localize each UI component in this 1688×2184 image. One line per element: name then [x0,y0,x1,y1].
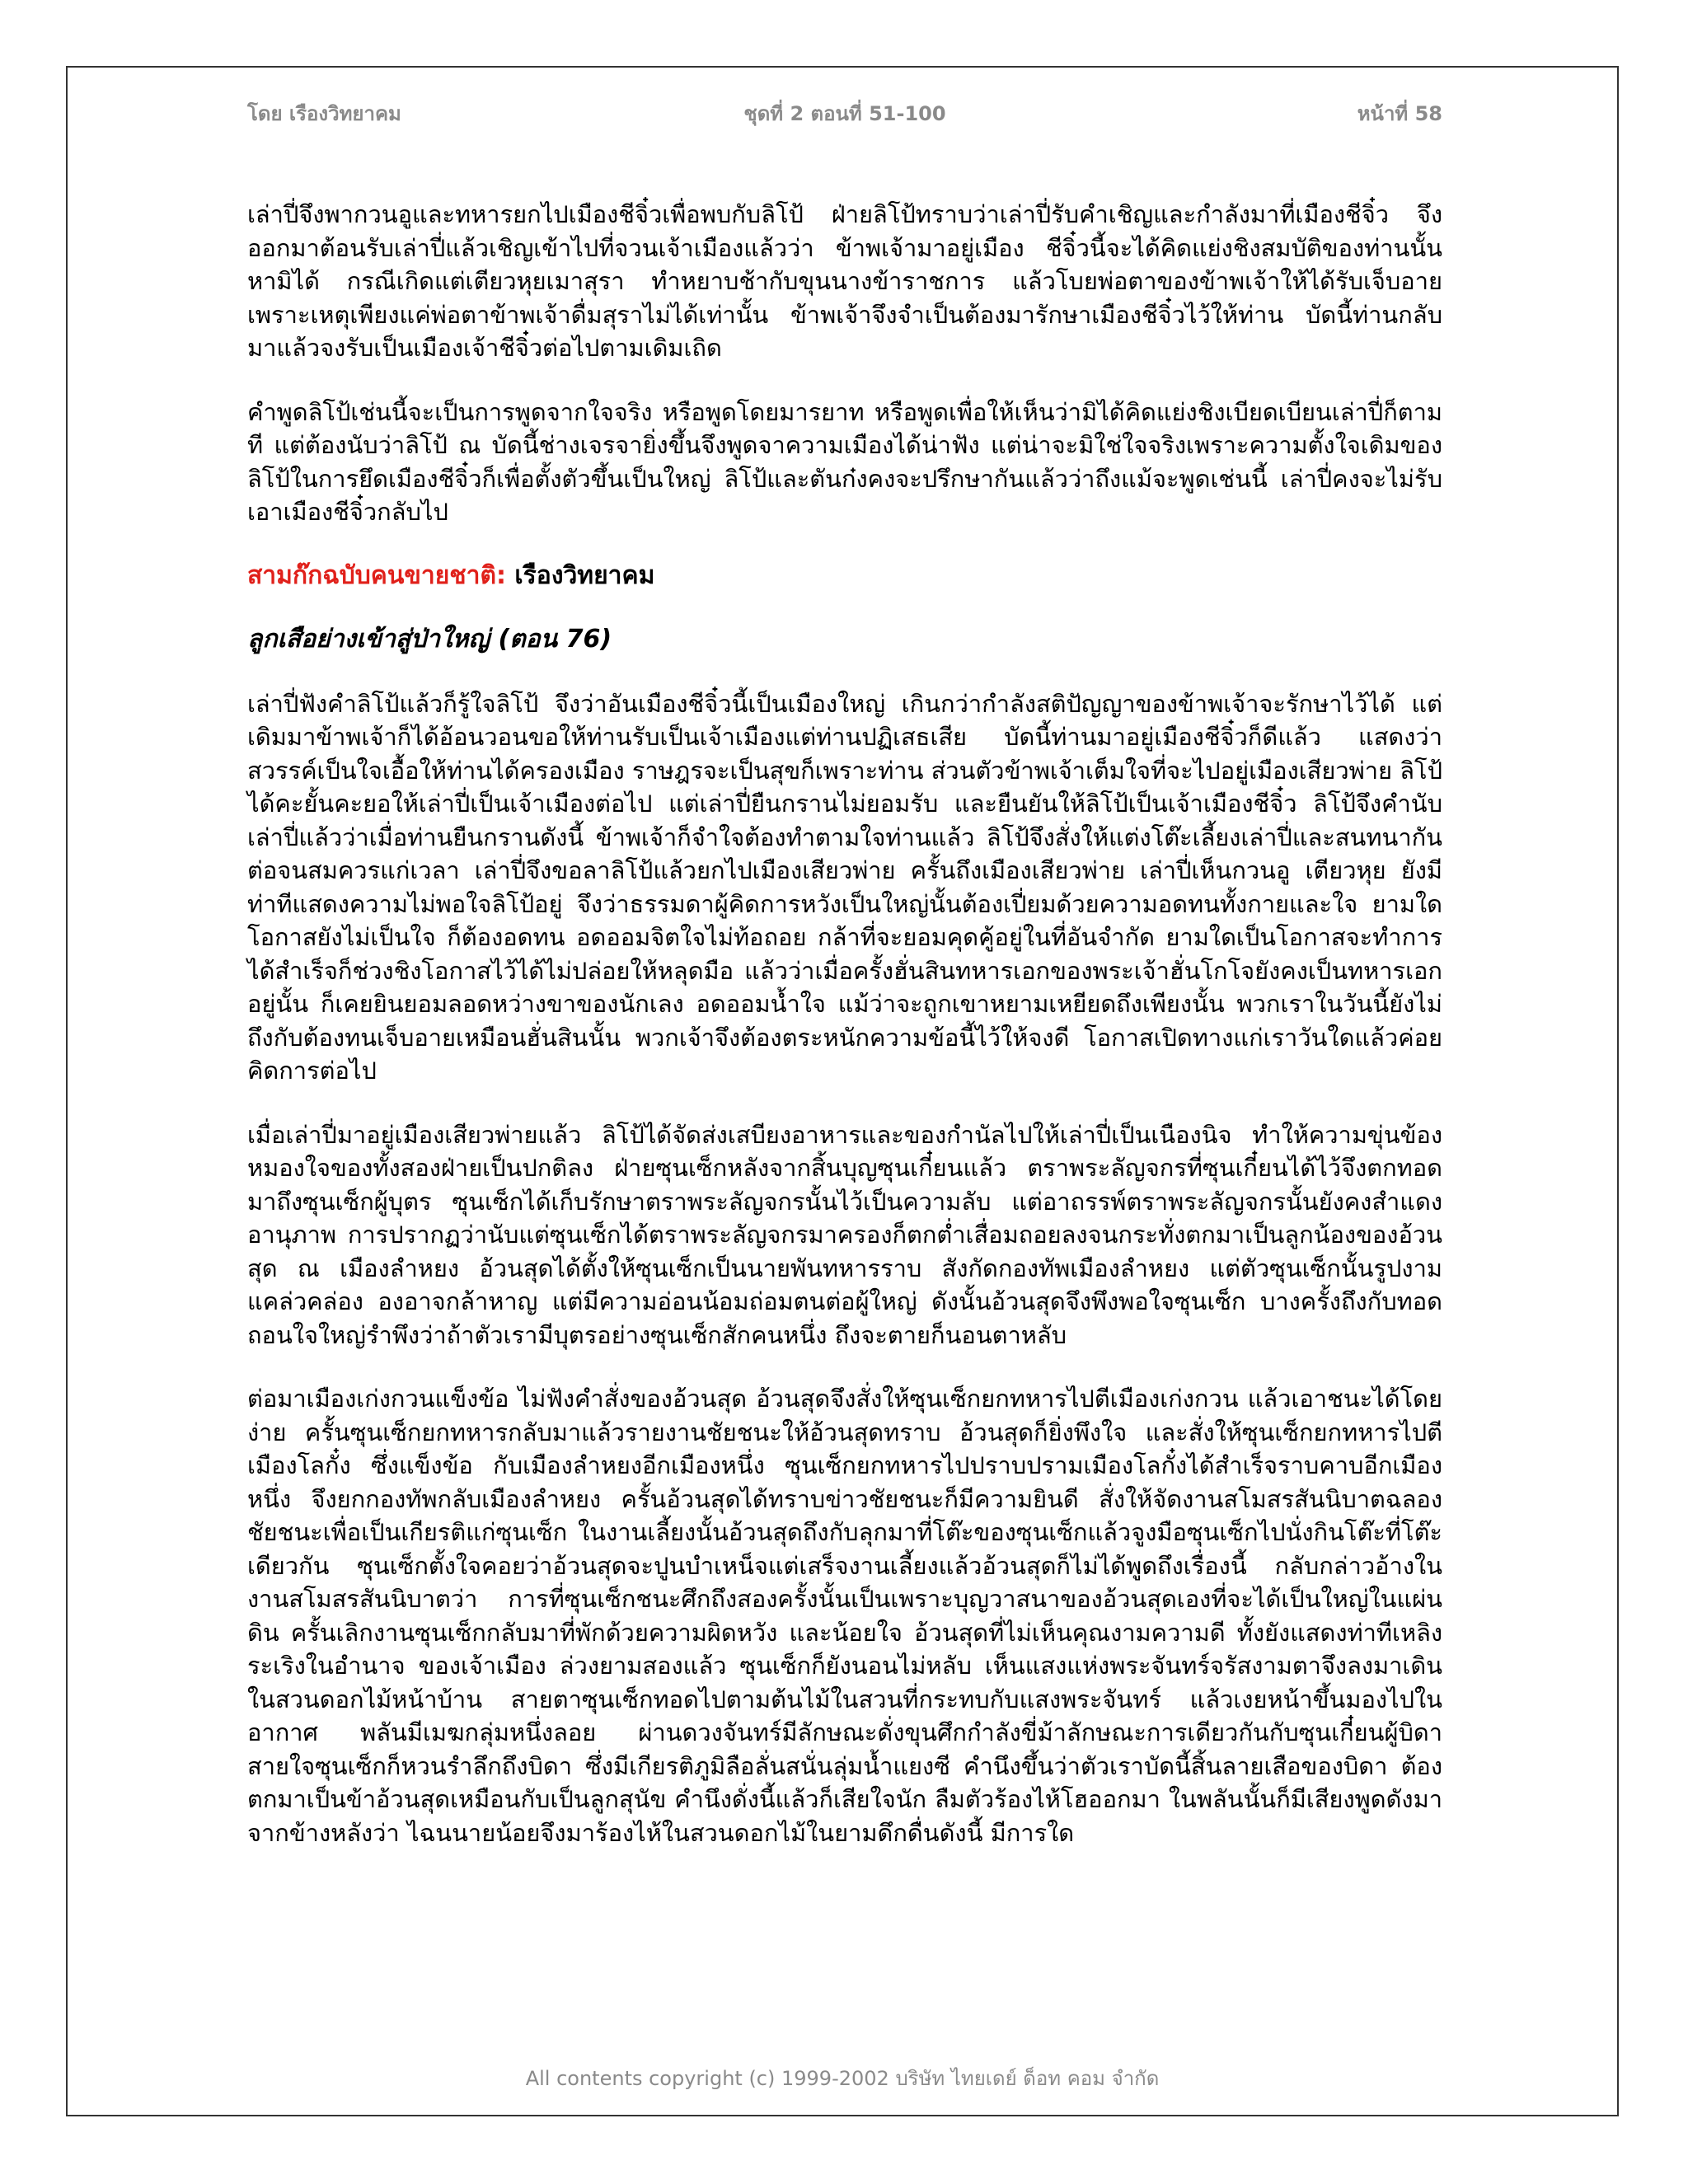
paragraph: คำพูดลิโป้เช่นนี้จะเป็นการพูดจากใจจริง หรือพูดโดยมารยาท หรือพูดเพื่อให้เห็นว่ามิได้คิดแย่งชิงเบียดเบียนเล่าปี่ก็ตามที แต่ต้องนับว่าลิโป้ ณ บัดนี้ช่างเจรจายิ่งขึ้นจึงพูดจาความเมืองได้น่าฟัง แต่น่าจะมิใช่ใจจริงเพราะความตั้งใจเดิมของลิโป้ในการยึดเมืองชีจิ๋วก็เพื่อตั้งตัวขึ้นเป็นใหญ่ ลิโป้และตันก๋งคงจะปรึกษากันแล้วว่าถึงแม้จะพูดเช่นนี้ เล่าปี่คงจะไม่รับเอาเมืองชีจิ๋วกลับไป [247,397,1442,526]
paragraph: เล่าปี่จึงพากวนอูและทหารยกไปเมืองชีจิ๋วเพื่อพบกับลิโป้ ฝ่ายลิโป้ทราบว่าเล่าปี่รับคำเชิญและกำลังมาที่เมืองชีจิ๋ว จึงออกมาต้อนรับเล่าปี่แล้วเชิญเข้าไปที่จวนเจ้าเมืองแล้วว่า ข้าพเจ้ามาอยู่เมือง ชีจิ๋วนี้จะได้คิดแย่งชิงสมบัติของท่านนั้นหามิได้ กรณีเกิดแต่เตียวหุยเมาสุรา ทำหยาบช้ากับขุนนางข้าราชการ แล้วโบยพ่อตาของข้าพเจ้าให้ได้รับเจ็บอาย เพราะเหตุเพียงแค่พ่อตาข้าพเจ้าดื่มสุราไม่ได้เท่านั้น ข้าพเจ้าจึงจำเป็นต้องมารักษาเมืองชีจิ๋วไว้ให้ท่าน บัดนี้ท่านกลับมาแล้วจงรับเป็นเมืองเจ้าชีจิ๋วต่อไปตามเดิมเถิด [247,200,1442,362]
copyright-footer: All contents copyright (c) 1999-2002 บริษัท ไทยเดย์ ด็อท คอม จำกัด [525,2067,1160,2090]
paragraph: เล่าปี่ฟังคำลิโป้แล้วก็รู้ใจลิโป้ จึงว่าอันเมืองชีจิ๋วนี้เป็นเมืองใหญ่ เกินกว่ากำลังสติปัญญาของข้าพเจ้าจะรักษาไว้ได้ แต่เดิมมาข้าพเจ้าก็ได้อ้อนวอนขอให้ท่านรับเป็นเจ้าเมืองแต่ท่านปฏิเสธเสีย บัดนี้ท่านมาอยู่เมืองชีจิ๋วก็ดีแล้ว แสดงว่าสวรรค์เป็นใจเอื้อให้ท่านได้ครองเมือง ราษฎรจะเป็นสุขก็เพราะท่าน ส่วนตัวข้าพเจ้าเต็มใจที่จะไปอยู่เมืองเสียวพ่าย ลิโป้ได้คะยั้นคะยอให้เล่าปี่เป็นเจ้าเมืองต่อไป แต่เล่าปี่ยืนกรานไม่ยอมรับ และยืนยันให้ลิโป้เป็นเจ้าเมืองชีจิ๋ว ลิโป้จึงคำนับเล่าปี่แล้วว่าเมื่อท่านยืนกรานดังนี้ ข้าพเจ้าก็จำใจต้องทำตามใจท่านแล้ว ลิโป้จึงสั่งให้แต่งโต๊ะเลี้ยงเล่าปี่และสนทนากันต่อจนสมควรแก่เวลา เล่าปี่จึงขอลาลิโป้แล้วยกไปเมืองเสียวพ่าย ครั้นถึงเมืองเสียวพ่าย เล่าปี่เห็นกวนอู เตียวหุย ยังมีท่าทีแสดงความไม่พอใจลิโป้อยู่ จึงว่าธรรมดาผู้คิดการหวังเป็นใหญ่นั้นต้องเปี่ยมด้วยความอดทนทั้งกายและใจ ยามใดโอกาสยังไม่เป็นใจ ก็ต้องอดทน อดออมจิตใจไม่ท้อถอย กล้าที่จะยอมคุดคู้อยู่ในที่อันจำกัด ยามใดเป็นโอกาสจะทำการได้สำเร็จก็ช่วงชิงโอกาสไว้ได้ไม่ปล่อยให้หลุดมือ แล้วว่าเมื่อครั้งฮั่นสินทหารเอกของพระเจ้าฮั่นโกโจยังคงเป็นทหารเอกอยู่นั้น ก็เคยยินยอมลอดหว่างขาของนักเลง อดออมน้ำใจ แม้ว่าจะถูกเขาหยามเหยียดถึงเพียงนั้น พวกเราในวันนี้ยังไม่ถึงกับต้องทนเจ็บอายเหมือนฮั่นสินนั้น พวกเจ้าจึงต้องตระหนักความข้อนี้ไว้ให้จงดี โอกาสเปิดทางแก่เราวันใดแล้วค่อยคิดการต่อไป [247,689,1442,1085]
section-title-accent: สามก๊กฉบับคนขายชาติ: [247,560,506,590]
header-series: ชุดที่ 2 ตอนที่ 51-100 [743,102,946,125]
header-author: โดย เรืองวิทยาคม [247,102,401,125]
header-page-number: หน้าที่ 58 [1357,102,1442,125]
paragraph: เมื่อเล่าปี่มาอยู่เมืองเสียวพ่ายแล้ว ลิโป้ได้จัดส่งเสบียงอาหารและของกำนัลไปให้เล่าปี่เป็นเนืองนิจ ทำให้ความขุ่นข้องหมองใจของทั้งสองฝ่ายเป็นปกติลง ฝ่ายซุนเซ็กหลังจากสิ้นบุญซุนเกี๋ยนแล้ว ตราพระลัญจกรที่ซุนเกี๋ยนได้ไว้จึงตกทอดมาถึงซุนเซ็กผู้บุตร ซุนเซ็กได้เก็บรักษาตราพระลัญจกรนั้นไว้เป็นความลับ แต่อาถรรพ์ตราพระลัญจกรนั้นยังคงสำแดงอานุภาพ การปรากฏว่านับแต่ซุนเซ็กได้ตราพระลัญจกรมาครองก็ตกต่ำเสื่อมถอยลงจนกระทั่งตกมาเป็นลูกน้องของอ้วนสุด ณ เมืองลำหยง อ้วนสุดได้ตั้งให้ซุนเซ็กเป็นนายพันทหารราบ สังกัดกองทัพเมืองลำหยง แต่ตัวซุนเซ็กนั้นรูปงาม แคล่วคล่อง องอาจกล้าหาญ แต่มีความอ่อนน้อมถ่อมตนต่อผู้ใหญ่ ดังนั้นอ้วนสุดจึงพึงพอใจซุนเซ็ก บางครั้งถึงกับทอดถอนใจใหญ่รำพึงว่าถ้าตัวเรามีบุตรอย่างซุนเซ็กสักคนหนึ่ง ถึงจะตายก็นอนตาหลับ [247,1120,1442,1349]
section-title-author: เรืองวิทยาคม [505,560,655,590]
page-header [247,97,1442,130]
episode-title: ลูกเสือย่างเข้าสู่ป่าใหญ่ (ตอน 76) [247,625,612,654]
article-body [247,198,1442,1880]
section-title [247,560,1442,593]
paragraph: ต่อมาเมืองเก่งกวนแข็งข้อ ไม่ฟังคำสั่งของอ้วนสุด อ้วนสุดจึงสั่งให้ซุนเซ็กยกทหารไปตีเมืองเก่งกวน แล้วเอาชนะได้โดยง่าย ครั้นซุนเซ็กยกทหารกลับมาแล้วรายงานชัยชนะให้อ้วนสุดทราบ อ้วนสุดก็ยิ่งพึงใจ และสั่งให้ซุนเซ็กยกทหารไปตีเมืองโลกั๋ง ซึ่งแข็งข้อ กับเมืองลำหยงอีกเมืองหนึ่ง ซุนเซ็กยกทหารไปปราบปรามเมืองโลกั๋งได้สำเร็จราบคาบอีกเมืองหนึ่ง จึงยกกองทัพกลับเมืองลำหยง ครั้นอ้วนสุดได้ทราบข่าวชัยชนะก็มีความยินดี สั่งให้จัดงานสโมสรสันนิบาตฉลองชัยชนะเพื่อเป็นเกียรติแก่ซุนเซ็ก ในงานเลี้ยงนั้นอ้วนสุดถึงกับลุกมาที่โต๊ะของซุนเซ็กแล้วจูงมือซุนเซ็กไปนั่งกินโต๊ะที่โต๊ะเดียวกัน ซุนเซ็กตั้งใจคอยว่าอ้วนสุดจะปูนบำเหน็จแต่เสร็จงานเลี้ยงแล้วอ้วนสุดก็ไม่ได้พูดถึงเรื่องนี้ กลับกล่าวอ้างในงานสโมสรสันนิบาตว่า การที่ซุนเซ็กชนะศึกถึงสองครั้งนั้นเป็นเพราะบุญวาสนาของอ้วนสุดเองที่จะได้เป็นใหญ่ในแผ่นดิน ครั้นเลิกงานซุนเซ็กกลับมาที่พักด้วยความผิดหวัง และน้อยใจ อ้วนสุดที่ไม่เห็นคุณงามความดี ทั้งยังแสดงท่าทีเหลิงระเริงในอำนาจ ของเจ้าเมือง ล่วงยามสองแล้ว ซุนเซ็กก็ยังนอนไม่หลับ เห็นแสงแห่งพระจันทร์จรัสงามตาจึงลงมาเดินในสวนดอกไม้หน้าบ้าน สายตาซุนเซ็กทอดไปตามต้นไม้ในสวนที่กระทบกับแสงพระจันทร์ แล้วเงยหน้าขึ้นมองไปในอากาศ พลันมีเมฆกลุ่มหนึ่งลอย ผ่านดวงจันทร์มีลักษณะดั่งขุนศึกกำลังขี่ม้าลักษณะการเดียวกันกับซุนเกี๋ยนผู้บิดา สายใจซุนเซ็กก็หวนรำลึกถึงบิดา ซึ่งมีเกียรติภูมิลือลั่นสนั่นลุ่มน้ำแยงซี คำนึงขึ้นว่าตัวเราบัดนี้สิ้นลายเสือของบิดา ต้องตกมาเป็นข้าอ้วนสุดเหมือนกับเป็นลูกสุนัข คำนึงดั่งนี้แล้วก็เสียใจนัก ลืมตัวร้องไห้โฮออกมา ในพลันนั้นก็มีเสียงพูดดังมาจากข้างหลังว่า ไฉนนายน้อยจึงมาร้องไห้ในสวนดอกไม้ในยามดึกดื่นดังนี้ มีการใด [247,1385,1442,1847]
